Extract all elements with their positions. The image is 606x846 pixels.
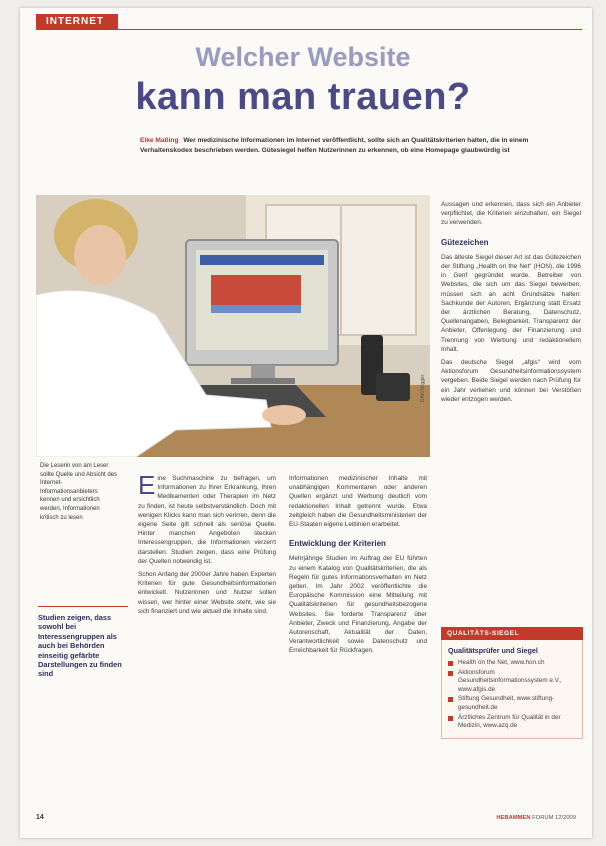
- list-item: Ärztliches Zentrum für Qualität in der Medizin, www.azq.de: [448, 714, 576, 731]
- page-number: 14: [36, 814, 44, 821]
- footer-publication: [496, 815, 576, 821]
- drop-cap: E: [138, 470, 156, 500]
- headline-line-1: Welcher Website: [195, 42, 411, 72]
- footer-forum: FORUM: [532, 815, 554, 821]
- intro-paragraph: [140, 136, 580, 155]
- bullet-square-icon: [448, 671, 453, 676]
- bullet-square-icon: [448, 697, 453, 702]
- info-box: [441, 627, 583, 827]
- list-item: Health on the Net, www.hon.ch: [448, 659, 576, 668]
- photo-illustration: [36, 195, 430, 457]
- article-column-2: [289, 474, 427, 660]
- paragraph: E ine Suchmaschine zu befragen, um Informationen zu Ihrer Erkrankung, Ihren Medikamenten oder Therapien im Netz zu finden, ist heute selbstverständlich. Doch mit wenigen Klicks kann man sich verirren, denn die eigene Seite gilt schnell als seriöse Quelle. Hinter manchen Angeboten stecken Interessengruppen, die Informationen verzerrt darstellen. Studien zeigen, dass eine Prüfung der Quellen notwendig ist.: [138, 470, 276, 565]
- section-tag: INTERNET: [36, 14, 118, 29]
- paragraph: Schon Anfang der 2000er Jahre haben Experten Kriterien für gute Gesundheitsinformationen entwickelt. Nutzerinnen und Nutzer sollen wissen, wer hinter einer Website steht, wie sie sich finanziert und wie aktuell die Inhalte sind.: [138, 571, 276, 615]
- info-box-body: [441, 640, 583, 739]
- paragraph: Informationen medizinischer Inhalte mit unabhängigen Kommentaren oder anderen Quellen ergänzt und Werbung deutlich vom redaktionellen Inhalt getrennt wurde. Etwa zeitgleich haben die Gesundheitsministerien der EU-Staaten eigene Leitlinien erarbeitet.: [289, 475, 427, 529]
- subheading: Entwicklung der Kriterien: [289, 539, 386, 549]
- photo-credit: DAK/Wigger: [420, 374, 426, 402]
- article-column-3: [441, 200, 581, 408]
- paragraph: Das älteste Siegel dieser Art ist das Gütezeichen der Stiftung „Health on the Net“ (HON), die 1996 in Genf gegründet wurde. Betreiber von Websites, die sich um das Siegel bewerben, müssen sich an acht Grundsätze halten: Sachkunde der Autoren, Ergänzung statt Ersatz der ärztlichen Beratung, Datenschutz, Quellenangaben, Belegbarkeit, Transparenz der Anbieter, Offenlegung der Finanzierung und Trennung von Werbung und redaktionellem Inhalt.: [441, 253, 581, 353]
- info-box-tag: QUALITÄTS-SIEGEL: [441, 627, 583, 640]
- top-rule: [36, 29, 582, 30]
- headline-line-2: kann man trauen?: [135, 76, 471, 118]
- subheading: Gütezeichen: [441, 237, 489, 247]
- article-column-1: [138, 470, 276, 620]
- list-item: Stiftung Gesundheit, www.stiftung-gesundheit.de: [448, 695, 576, 712]
- info-box-title: Qualitätsprüfer und Siegel: [448, 646, 538, 655]
- article-photo: [36, 195, 430, 457]
- footer-issue: 12/2009: [555, 815, 576, 821]
- bullet-square-icon: [448, 661, 453, 666]
- pull-quote: Studien zeigen, dass sowohl bei Interessengruppen als auch bei Behörden einseitig gefärbte Darstellungen zu finden sind: [38, 606, 128, 679]
- list-item: Aktionsforum Gesundheitsinformationssystem e.V., www.afgis.de: [448, 669, 576, 695]
- footer-brand: HEBAMMEN: [496, 815, 531, 821]
- bullet-square-icon: [448, 716, 453, 721]
- photo-caption: Die Leserin von am Leser sollte Quelle und Absicht des Internet-Informationsanbieters kennen und ersichtlich werden, Informationen kritisch zu lesen: [40, 463, 118, 521]
- author-name: Elke Maßing: [140, 137, 179, 144]
- paragraph: Das deutsche Siegel „afgis“ wird vom Aktionsforum Gesundheitsinformationssystem vergeben. Beide Siegel werden nach Prüfung für ein Jahr verliehen und können bei Verstößen wieder entzogen werden.: [441, 359, 581, 403]
- paragraph: Mehrjährige Studien im Auftrag der EU führten zu einem Katalog von Qualitätskriterien, die als Regeln für gutes Informationsverhalten im Netz gelten. Im Jahr 2002 veröffentlichte die Europäische Kommission eine Mitteilung mit Qualitätskriterien für gesundheitsbezogene Websites. Sie forderte Transparenz über Anbieter, Zweck und Finanzierung, Angabe der Autorenschaft, Aktualität der Daten, Verantwortlichkeit sowie Datenschutz und Erreichbarkeit für Rückfragen.: [289, 555, 427, 655]
- intro-text: Wer medizinische Informationen im Internet veröffentlicht, sollte sich an Qualitätskriterien halten, die in einem Verhaltenskodex beschrieben werden. Gütesiegel helfen Nutzerinnen zu erkennen, ob eine Homepage glaubwürdig ist: [140, 137, 529, 154]
- paragraph: Aussagen und erkennen, dass sich ein Anbieter verpflichtet, die Kriterien einzuhalten, ein Siegel zu verwenden.: [441, 201, 581, 227]
